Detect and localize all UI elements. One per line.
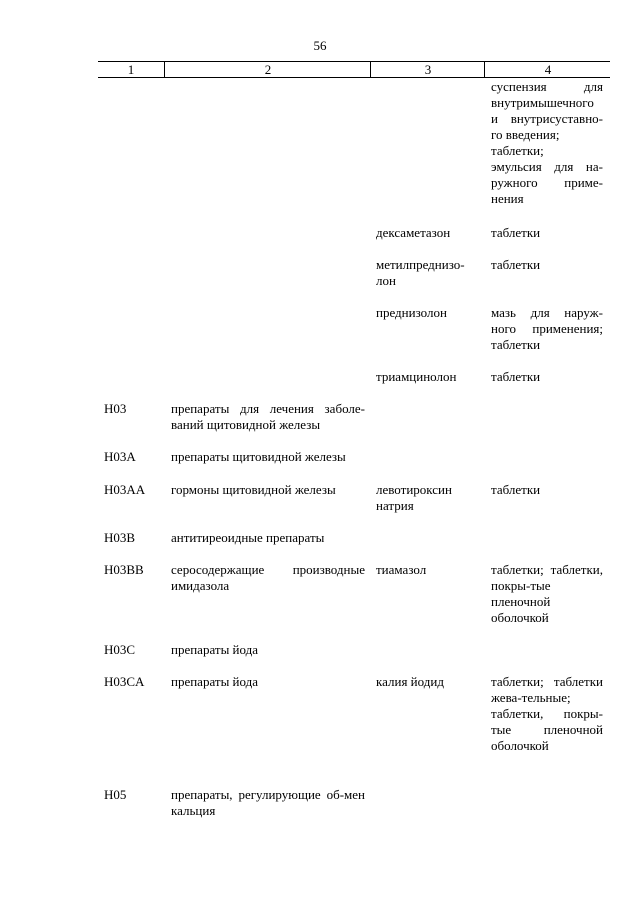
atc-description: препараты, регулирующие об-мен кальция (171, 787, 365, 818)
atc-code: H03B (104, 530, 136, 545)
atc-description: антитиреоидные препараты (171, 530, 325, 545)
dosage-form: таблетки (491, 369, 541, 384)
atc-description: препараты щитовидной железы (171, 449, 346, 464)
header-col-1: 1 (127, 62, 135, 77)
dosage-form: таблетки; таблетки жева-тельные; таблетки, покры-тые пленочной оболочкой (491, 674, 603, 753)
table-header (98, 61, 610, 78)
drug-name: тиамазол (376, 562, 427, 577)
atc-description: препараты йода (171, 642, 259, 657)
continued-dosage-forms: суспензия для внутримышечного и внутрисуставно- го введения; таблетки; эмульсия для на- ружного приме- нения (491, 79, 603, 206)
atc-code: H05 (104, 787, 127, 802)
dosage-form: таблетки; таблетки, покры-тые пленочной оболочкой (491, 562, 603, 625)
dosage-form: таблетки (491, 225, 541, 240)
atc-description: препараты для лечения заболе-ваний щитовидной железы (171, 401, 365, 432)
atc-code: H03CA (104, 674, 145, 689)
atc-code: H03BB (104, 562, 144, 577)
drug-name: преднизолон (376, 305, 447, 320)
page-number: 56 (313, 38, 327, 53)
header-col-2: 2 (164, 62, 371, 77)
dosage-form: таблетки (491, 482, 541, 497)
atc-description: гормоны щитовидной железы (171, 482, 336, 497)
drug-name: левотироксин натрия (376, 482, 452, 513)
dosage-form: мазь для наруж-ного применения; таблетки (491, 305, 603, 352)
drug-name: метилпреднизо-лон (376, 257, 465, 288)
atc-code: H03A (104, 449, 136, 464)
drug-name: калия йодид (376, 674, 444, 689)
atc-code: H03AA (104, 482, 146, 497)
atc-description: серосодержащие производные имидазола (171, 562, 365, 593)
header-col-4: 4 (484, 62, 611, 77)
drug-name: триамцинолон (376, 369, 457, 384)
atc-code: H03 (104, 401, 127, 416)
dosage-form: таблетки (491, 257, 541, 272)
header-col-3: 3 (370, 62, 485, 77)
atc-code: H03C (104, 642, 136, 657)
atc-description: препараты йода (171, 674, 259, 689)
drug-name: дексаметазон (376, 225, 451, 240)
